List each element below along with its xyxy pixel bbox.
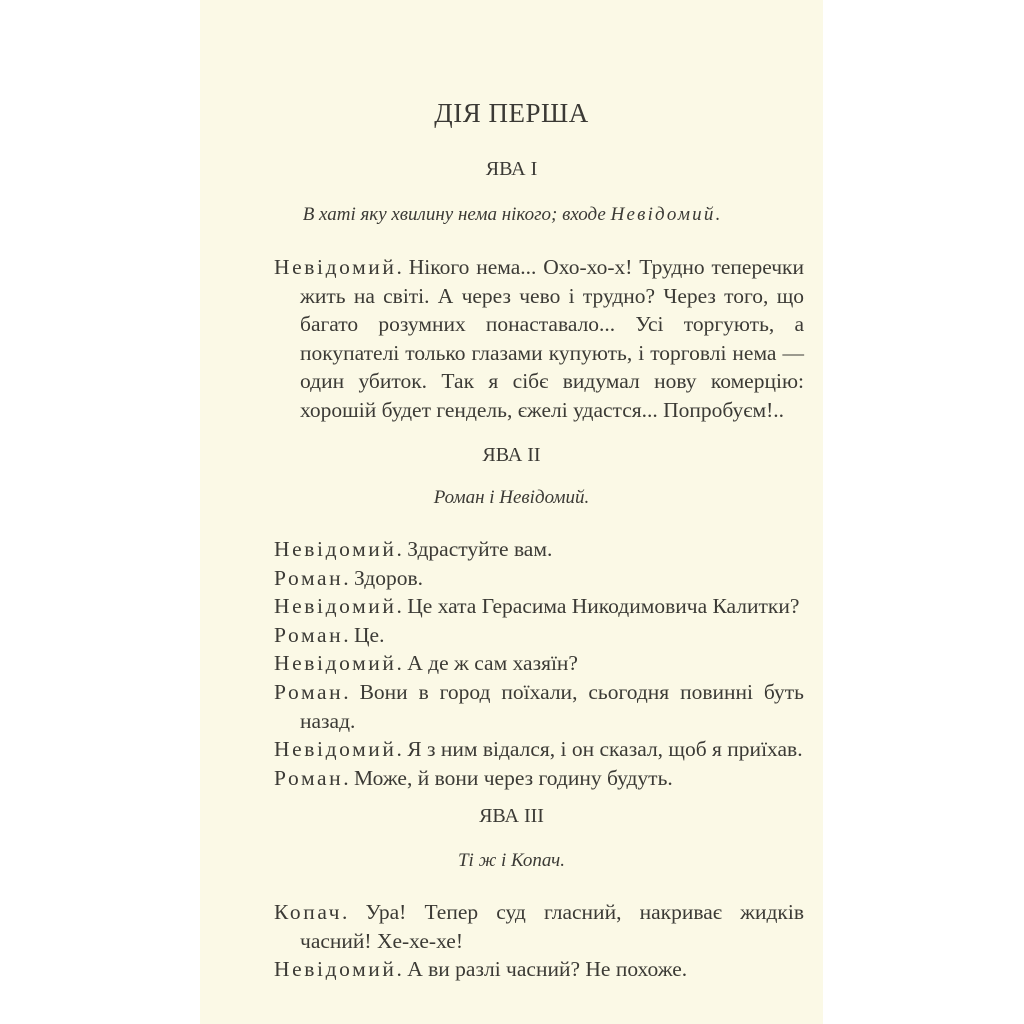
speaker-name: Роман <box>274 565 344 590</box>
speaker-name: Невідомий <box>274 594 397 619</box>
speaker-name: Роман <box>274 679 344 704</box>
scene-title-2: ЯВА II <box>482 444 541 466</box>
dialogue-line: Роман. Здоров. <box>274 565 423 590</box>
scene-title-3: ЯВА III <box>479 805 544 827</box>
stage-direction-2: Роман і Невідомий. <box>433 487 590 508</box>
scene-title-1: ЯВА I <box>485 158 538 180</box>
dialogue-line: Невідомий. Я з ним відался, і он сказал, щоб я приїхав. <box>274 737 803 762</box>
dialogue-line: Невідомий. А де ж сам хазяїн? <box>274 651 578 676</box>
dialogue-block-1 <box>274 253 804 425</box>
dialogue-block-2 <box>274 535 804 792</box>
act-title: ДІЯ ПЕРША <box>434 98 589 128</box>
speaker-name: Роман <box>274 765 344 790</box>
dialogue-line: Копач. Ура! Тепер суд гласний, накриває жидків часний! Хе-хе-хе! <box>274 900 804 953</box>
speaker-name: Роман <box>274 622 344 647</box>
speaker-name: Невідомий <box>274 537 397 561</box>
speaker-name: Невідомий <box>274 255 397 279</box>
speaker-name: Невідомий <box>274 651 397 676</box>
dialogue-line: Невідомий. Нікого нема... Охо-хо-х! Трудно теперечки жить на світі. А через чево і трудно? Через того, що багато розумних понаставало... Усі торгують, а покупателі только глазами купують, і торговлі нема — один убиток. Так я сібє видумал нову комерцію: хорошій будет гендель, єжелі удастся... Попробуєм!.. <box>274 255 804 422</box>
dialogue-line: Невідомий. А ви разлі часний? Не похоже. <box>274 957 688 982</box>
dialogue-line: Роман. Вони в город поїхали, сьогодня повинні буть назад. <box>274 679 804 733</box>
dialogue-line: Роман. Це. <box>274 622 385 647</box>
dialogue-line: Невідомий. Здрастуйте вам. <box>274 537 553 561</box>
book-page <box>200 0 823 1024</box>
stage-direction-3: Ті ж і Копач. <box>457 850 565 871</box>
speaker-name: Копач <box>274 900 343 924</box>
speaker-name: Невідомий <box>274 737 397 762</box>
dialogue-line: Роман. Може, й вони через годину будуть. <box>274 765 673 790</box>
speaker-name: Невідомий <box>274 957 397 982</box>
dialogue-block-3 <box>274 898 804 984</box>
stage-direction-1: В хаті яку хвилину нема нікого; входе Невідомий. <box>302 204 721 225</box>
dialogue-line: Невідомий. Це хата Герасима Никодимовича Калитки? <box>274 594 800 619</box>
